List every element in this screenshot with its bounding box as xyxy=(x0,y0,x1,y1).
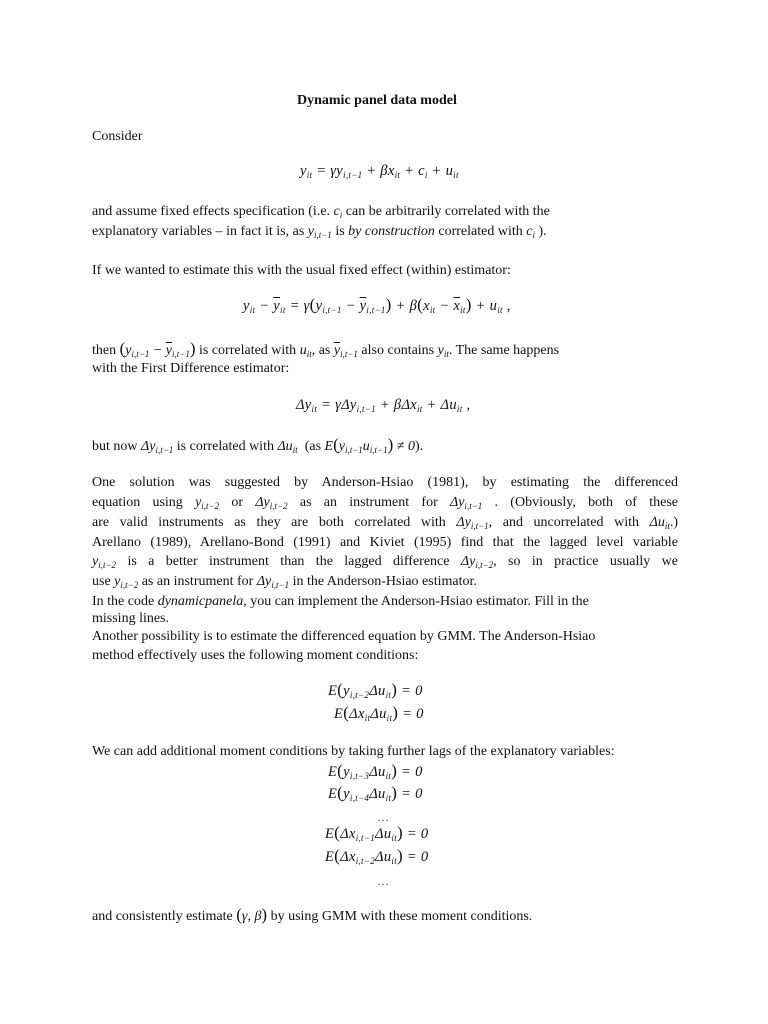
ellipsis-2: … xyxy=(377,874,389,888)
ah-line-1: One solution was suggested by Anderson-Hsiao (1981), by estimating the differenced xyxy=(92,475,678,490)
then-line: then $(y_{i,t-1} - \overline{y}_{i,t-1})$ is correlated with $u_{it}$, as $\overline{y}_{i,t-1}$ also contains $y_{it}$. The same happens xyxy=(92,339,560,359)
gmm-line-2: method effectively uses the following moment conditions: xyxy=(92,648,419,663)
assume-line-1: and assume fixed effects specification (i.e. $c_i$ can be arbitrarily correlated with the xyxy=(92,204,550,220)
ah-line-4: Arellano (1989), Arellano-Bond (1991) and Kiviet (1995) find that the lagged level variable xyxy=(92,535,678,550)
within-intro: If we wanted to estimate this with the usual fixed effect (within) estimator: xyxy=(92,263,511,278)
model-equation: $y_{it} = \gamma y_{i,t-1} + \beta x_{it} + c_i + u_{it}$ xyxy=(300,163,459,180)
ellipsis-1: … xyxy=(377,810,389,824)
but-now-line: but now $\Delta y_{i,t-1}$ is correlated with $\Delta u_{it}$ (as $E(y_{i,t-1}u_{i,t-1}) \ne 0$). xyxy=(92,435,424,455)
fd-equation: $\Delta y_{it} = \gamma\Delta y_{i,t-1} + \beta\Delta x_{it} + \Delta u_{it}$ , xyxy=(296,397,471,414)
document-title: Dynamic panel data model xyxy=(297,93,457,108)
code-line-2: missing lines. xyxy=(92,611,170,626)
moment-condition-3: $E(y_{i,t-3}\Delta u_{it}) = 0$ xyxy=(328,761,423,781)
code-line-1: In the code dynamicpanela, you can implement the Anderson-Hsiao estimator. Fill in the xyxy=(92,594,589,609)
within-equation: $y_{it} - \overline{y}_{it} = \gamma(y_{i,t-1} - \overline{y}_{i,t-1}) + \beta(x_{it} - \overline{x}_{it}) + u_{it}$ , xyxy=(243,295,511,315)
final-line: and consistently estimate (γ, β) by using GMM with these moment conditions. xyxy=(92,905,533,924)
fd-line: with the First Difference estimator: xyxy=(92,361,290,376)
moment-condition-6: $E(\Delta x_{i,t-2}\Delta u_{it}) = 0$ xyxy=(325,846,429,866)
assume-line-2: explanatory variables – in fact it is, as $y_{i,t-1}$ is by construction correlated with $c_i$ ). xyxy=(92,224,547,240)
consider-text: Consider xyxy=(92,129,143,144)
moment-condition-2: $E(\Delta x_{it}\Delta u_{it}) = 0$ xyxy=(334,703,424,723)
gmm-line-1: Another possibility is to estimate the differenced equation by GMM. The Anderson-Hsiao xyxy=(92,629,596,644)
moment-condition-4: $E(y_{i,t-4}\Delta u_{it}) = 0$ xyxy=(328,783,423,803)
ah-line-3: are valid instruments as they are both correlated with $\Delta y_{i,t-1}$, and uncorrelated with $\Delta u_{it}$.) xyxy=(92,515,679,531)
additional-text: We can add additional moment conditions by taking further lags of the explanatory variables: xyxy=(92,744,615,759)
moment-condition-5: $E(\Delta x_{i,t-1}\Delta u_{it}) = 0$ xyxy=(325,823,429,843)
ah-line-6: use $y_{i,t-2}$ as an instrument for $\Delta y_{i,t-1}$ in the Anderson-Hsiao estimator. xyxy=(92,574,477,590)
moment-condition-1: $E(y_{i,t-2}\Delta u_{it}) = 0$ xyxy=(328,680,423,700)
ah-line-5: $y_{i,t-2}$ is a better instrument than the lagged difference $\Delta y_{i,t-2}$, so in practice usually we xyxy=(92,554,678,570)
ah-line-2: equation using $y_{i,t-2}$ or $\Delta y_{i,t-2}$ as an instrument for $\Delta y_{i,t-1}$ . (Obviously, both of these xyxy=(92,495,678,511)
